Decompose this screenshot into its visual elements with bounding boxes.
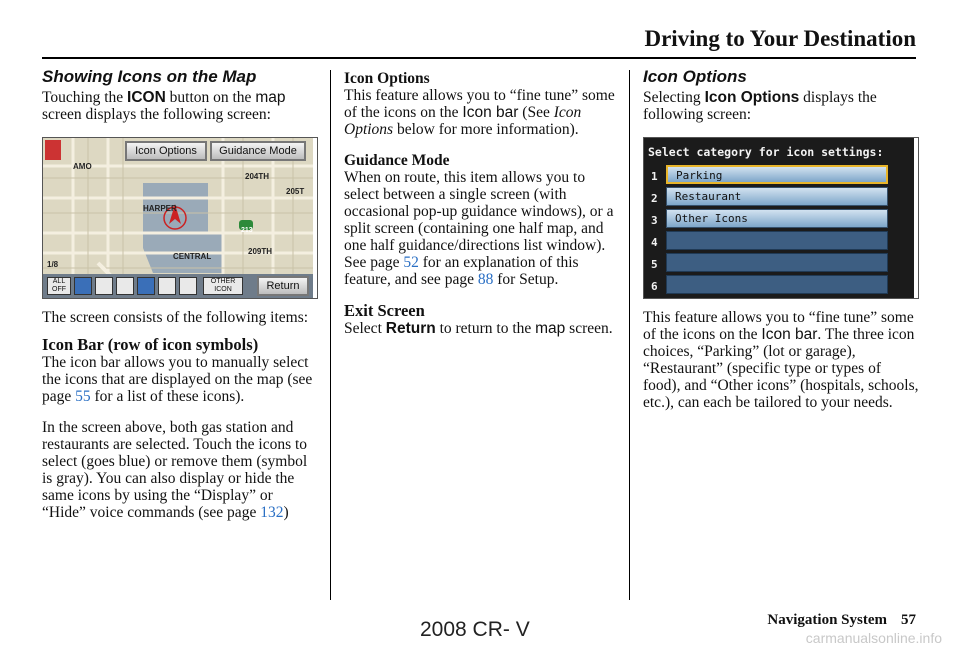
exit-screen-heading: Exit Screen [344, 301, 425, 320]
icon-options-section-heading: Icon Options [643, 67, 747, 86]
column-2 [344, 68, 616, 351]
page-link[interactable]: 88 [477, 271, 494, 288]
parking-icon[interactable] [95, 277, 113, 295]
atm-icon[interactable] [179, 277, 197, 295]
column-3 [643, 68, 919, 425]
info-icon[interactable] [116, 277, 134, 295]
icon-options-description: This feature allows you to “fine tune” some of the icons on the Icon bar. The three icon choices, “Parking” (lot or garage), “Restaurant” (specific type or types of food), and “Other icons” (hospitals, schools, etc.), can each be tailored to your needs. [643, 309, 919, 411]
page-link[interactable]: 52 [403, 254, 419, 271]
category-screen-image [643, 137, 919, 299]
selected-icons-paragraph: In the screen above, both gas station and restaurants are selected. Touch the icons to select (goes blue) or remove them (symbol is gray). You can also display or hide the same icons by using the “Display” or “Hide” voice commands (see page 132) [42, 419, 308, 521]
row-number: 6 [651, 280, 658, 293]
footer-page-info [767, 612, 916, 629]
footer-section: Navigation System [767, 612, 887, 628]
guidance-mode-paragraph: When on route, this item allows you to select between a single screen (with occasional pop-up guidance windows), or a split screen (containing one half map, and one half guidance/directions list window). See page 52 for an explanation of this feature, and see page 88 for Setup. [344, 169, 614, 288]
category-empty-row [666, 253, 888, 272]
row-number: 1 [651, 170, 658, 183]
watermark: carmanualsonline.info [805, 630, 942, 646]
icon-bar [43, 274, 313, 298]
category-parking[interactable]: Parking [666, 165, 888, 184]
icon-options-button[interactable]: Icon Options [125, 141, 207, 161]
road-label: AMO [73, 162, 92, 171]
icon-options-heading: Icon Options [344, 70, 430, 87]
guidance-mode-button[interactable]: Guidance Mode [210, 141, 306, 161]
road-label: HARPER [143, 204, 177, 213]
category-empty-row [666, 231, 888, 250]
section-heading: Showing Icons on the Map [42, 67, 257, 86]
other-icon-button[interactable]: OTHER ICON [203, 277, 243, 295]
dining-icon[interactable] [158, 277, 176, 295]
road-label: 204TH [245, 172, 270, 181]
header-divider [42, 57, 916, 59]
category-empty-row [666, 275, 888, 294]
page-link[interactable]: 132 [260, 504, 284, 521]
road-label: 205T [286, 187, 305, 196]
page-header-title: Driving to Your Destination [644, 26, 916, 51]
route-badge: 213 [241, 227, 253, 234]
gas-station-icon[interactable] [74, 277, 92, 295]
icon-button-ref: ICON [127, 89, 166, 106]
return-button[interactable]: Return [257, 276, 309, 296]
icon-options-intro: Selecting Icon Options displays the following screen: [643, 89, 877, 123]
category-restaurant[interactable]: Restaurant [666, 187, 888, 206]
map-scale: 1/8 [47, 260, 59, 269]
intro-paragraph: Touching the ICON button on the map screen displays the following screen: [42, 89, 286, 123]
row-number: 4 [651, 236, 658, 249]
icon-options-paragraph: This feature allows you to “fine tune” some of the icons on the Icon bar (See Icon Options below for more information). [344, 87, 615, 138]
footer-model: 2008 CR- V [420, 618, 530, 641]
restaurant-icon[interactable] [137, 277, 155, 295]
category-other-icons[interactable]: Other Icons [666, 209, 888, 228]
row-number: 2 [651, 192, 658, 205]
column-divider [629, 70, 630, 600]
column-divider [330, 70, 331, 600]
column-1 [42, 68, 318, 535]
page-number: 57 [901, 612, 916, 628]
category-screen-title: Select category for icon settings: [648, 145, 884, 159]
row-number: 5 [651, 258, 658, 271]
road-label: CENTRAL [173, 252, 212, 261]
all-off-icon[interactable]: ALL OFF [47, 277, 71, 295]
exit-screen-paragraph: Select Return to return to the map screen. [344, 320, 613, 337]
screen-items-paragraph: The screen consists of the following items: [42, 309, 309, 326]
icon-bar-paragraph: The icon bar allows you to manually select the icons that are displayed on the map (see page 55 for a list of these icons). [42, 354, 313, 405]
guidance-mode-heading: Guidance Mode [344, 152, 450, 169]
icon-bar-heading: Icon Bar (row of icon symbols) [42, 335, 259, 354]
page-link[interactable]: 55 [75, 388, 91, 405]
row-number: 3 [651, 214, 658, 227]
road-label: 209TH [248, 247, 273, 256]
map-screen-image [42, 137, 318, 299]
